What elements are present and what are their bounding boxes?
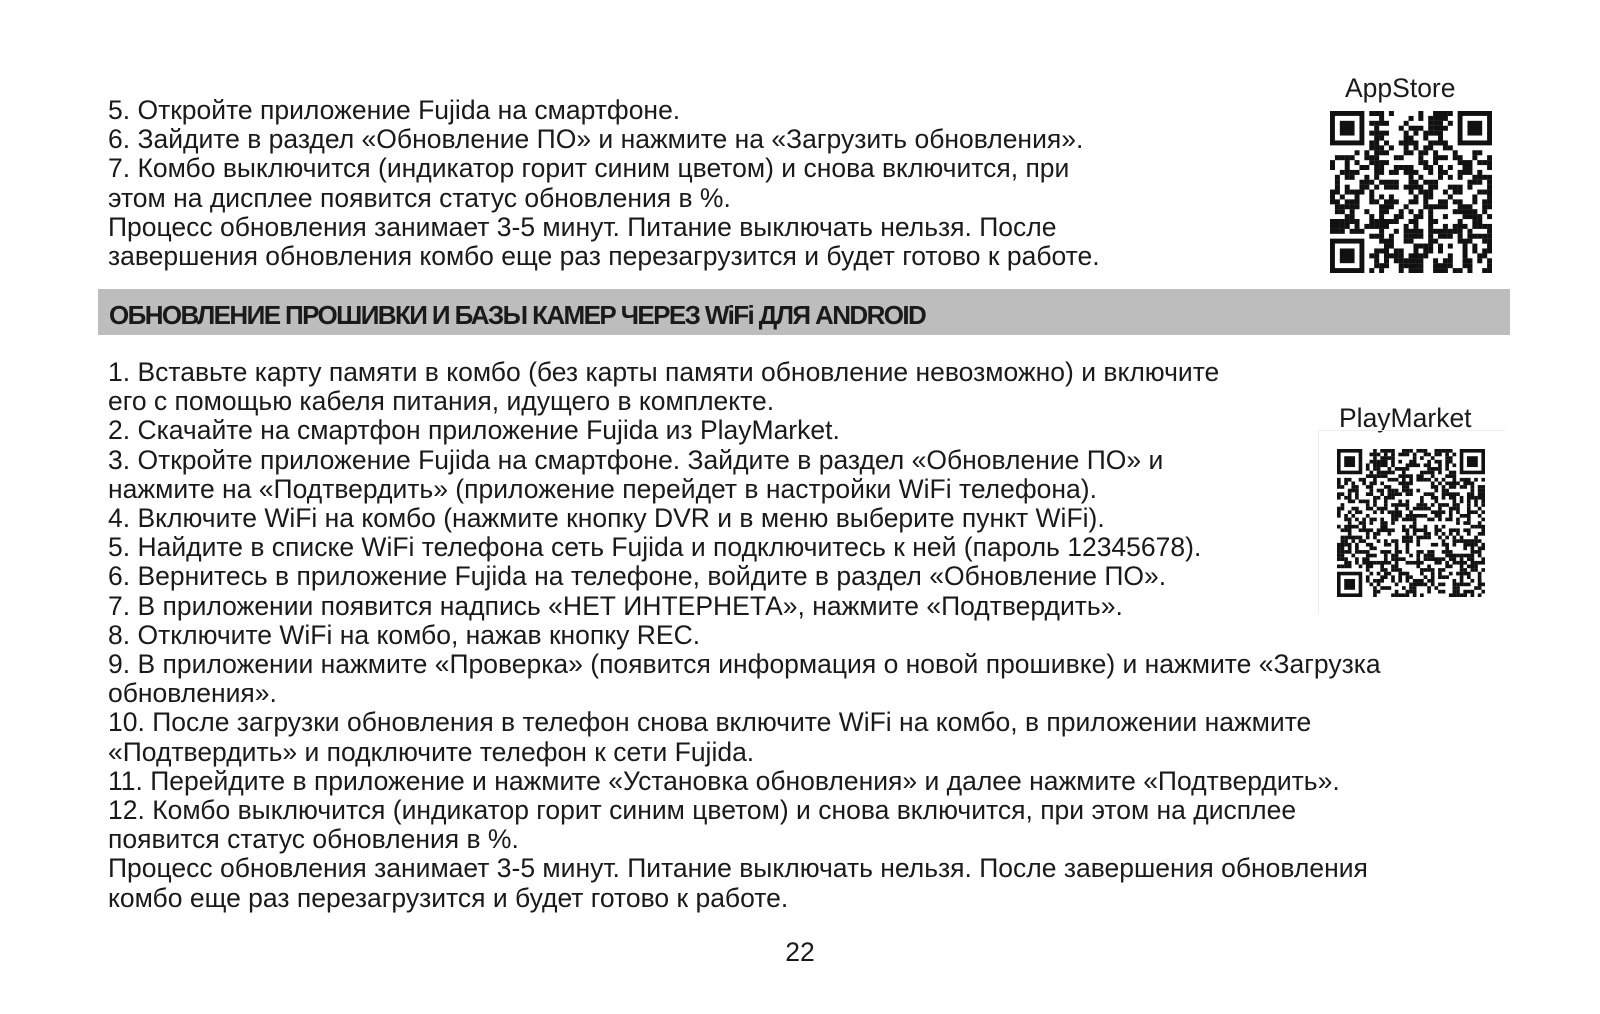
instruction-line: 10. После загрузки обновления в телефон снова включите WiFi на комбо, в приложении нажмите [108, 707, 1312, 738]
instruction-line: нажмите на «Подтвердить» (приложение перейдет в настройки WiFi телефона). [108, 473, 1097, 504]
instruction-line: 5. Откройте приложение Fujida на смартфоне. [108, 95, 681, 125]
instruction-line: 6. Зайдите в раздел «Обновление ПО» и нажмите на «Загрузить обновления». [108, 124, 1084, 155]
instruction-line: Процесс обновления занимает 3-5 минут. Питание выключать нельзя. После [108, 211, 1057, 242]
instruction-line: 11. Перейдите в приложение и нажмите «Установка обновления» и далее нажмите «Подтвердить». [108, 765, 1340, 796]
instruction-line: этом на дисплее появится статус обновления в %. [108, 182, 731, 213]
instruction-line: появится статус обновления в %. [108, 824, 519, 855]
section-header [98, 289, 1510, 335]
instructions-ios-continued [108, 96, 1100, 271]
instruction-line: его с помощью кабеля питания, идущего в комплекте. [108, 386, 775, 417]
instructions-android [108, 358, 1381, 913]
appstore-qr-code-icon [1330, 111, 1492, 273]
instruction-line: 5. Найдите в списке WiFi телефона сеть Fujida и подключитесь к ней (пароль 12345678). [108, 532, 1202, 563]
instruction-line: 2. Скачайте на смартфон приложение Fujida из PlayMarket. [108, 415, 840, 446]
instruction-line: 9. В приложении нажмите «Проверка» (появится информация о новой прошивке) и нажмите «Загрузка [108, 649, 1381, 680]
instruction-line: 8. Отключите WiFi на комбо, нажав кнопку REC. [108, 619, 701, 650]
instruction-line: Процесс обновления занимает 3-5 минут. Питание выключать нельзя. После завершения обновления [108, 853, 1368, 884]
instruction-line: 12. Комбо выключится (индикатор горит синим цветом) и снова включится, при этом на дисплее [108, 795, 1297, 826]
instruction-line: 1. Вставьте карту памяти в комбо (без карты памяти обновление невозможно) и включите [108, 357, 1220, 387]
appstore-label: AppStore [1345, 73, 1456, 103]
instruction-line: 6. Вернитесь в приложение Fujida на телефоне, войдите в раздел «Обновление ПО». [108, 561, 1167, 592]
page-number: 22 [785, 937, 815, 967]
playmarket-qr-code-icon [1337, 449, 1485, 597]
playmarket-label: PlayMarket [1339, 403, 1472, 433]
instruction-line: 7. В приложении появится надпись «НЕТ ИНТЕРНЕТА», нажмите «Подтвердить». [108, 590, 1123, 621]
instruction-line: комбо еще раз перезагрузится и будет готово к работе. [108, 882, 789, 913]
instruction-line: «Подтвердить» и подключите телефон к сети Fujida. [108, 736, 755, 767]
instruction-line: 3. Откройте приложение Fujida на смартфоне. Зайдите в раздел «Обновление ПО» и [108, 444, 1164, 475]
instruction-line: 4. Включите WiFi на комбо (нажмите кнопку DVR и в меню выберите пункт WiFi). [108, 503, 1105, 534]
instruction-line: 7. Комбо выключится (индикатор горит синим цветом) и снова включится, при [108, 153, 1070, 184]
section-title: ОБНОВЛЕНИЕ ПРОШИВКИ И БАЗЫ КАМЕР ЧЕРЕЗ WiFi ДЛЯ ANDROID [109, 300, 926, 330]
instruction-line: обновления». [108, 678, 277, 709]
instruction-line: завершения обновления комбо еще раз перезагрузится и будет готово к работе. [108, 241, 1100, 272]
